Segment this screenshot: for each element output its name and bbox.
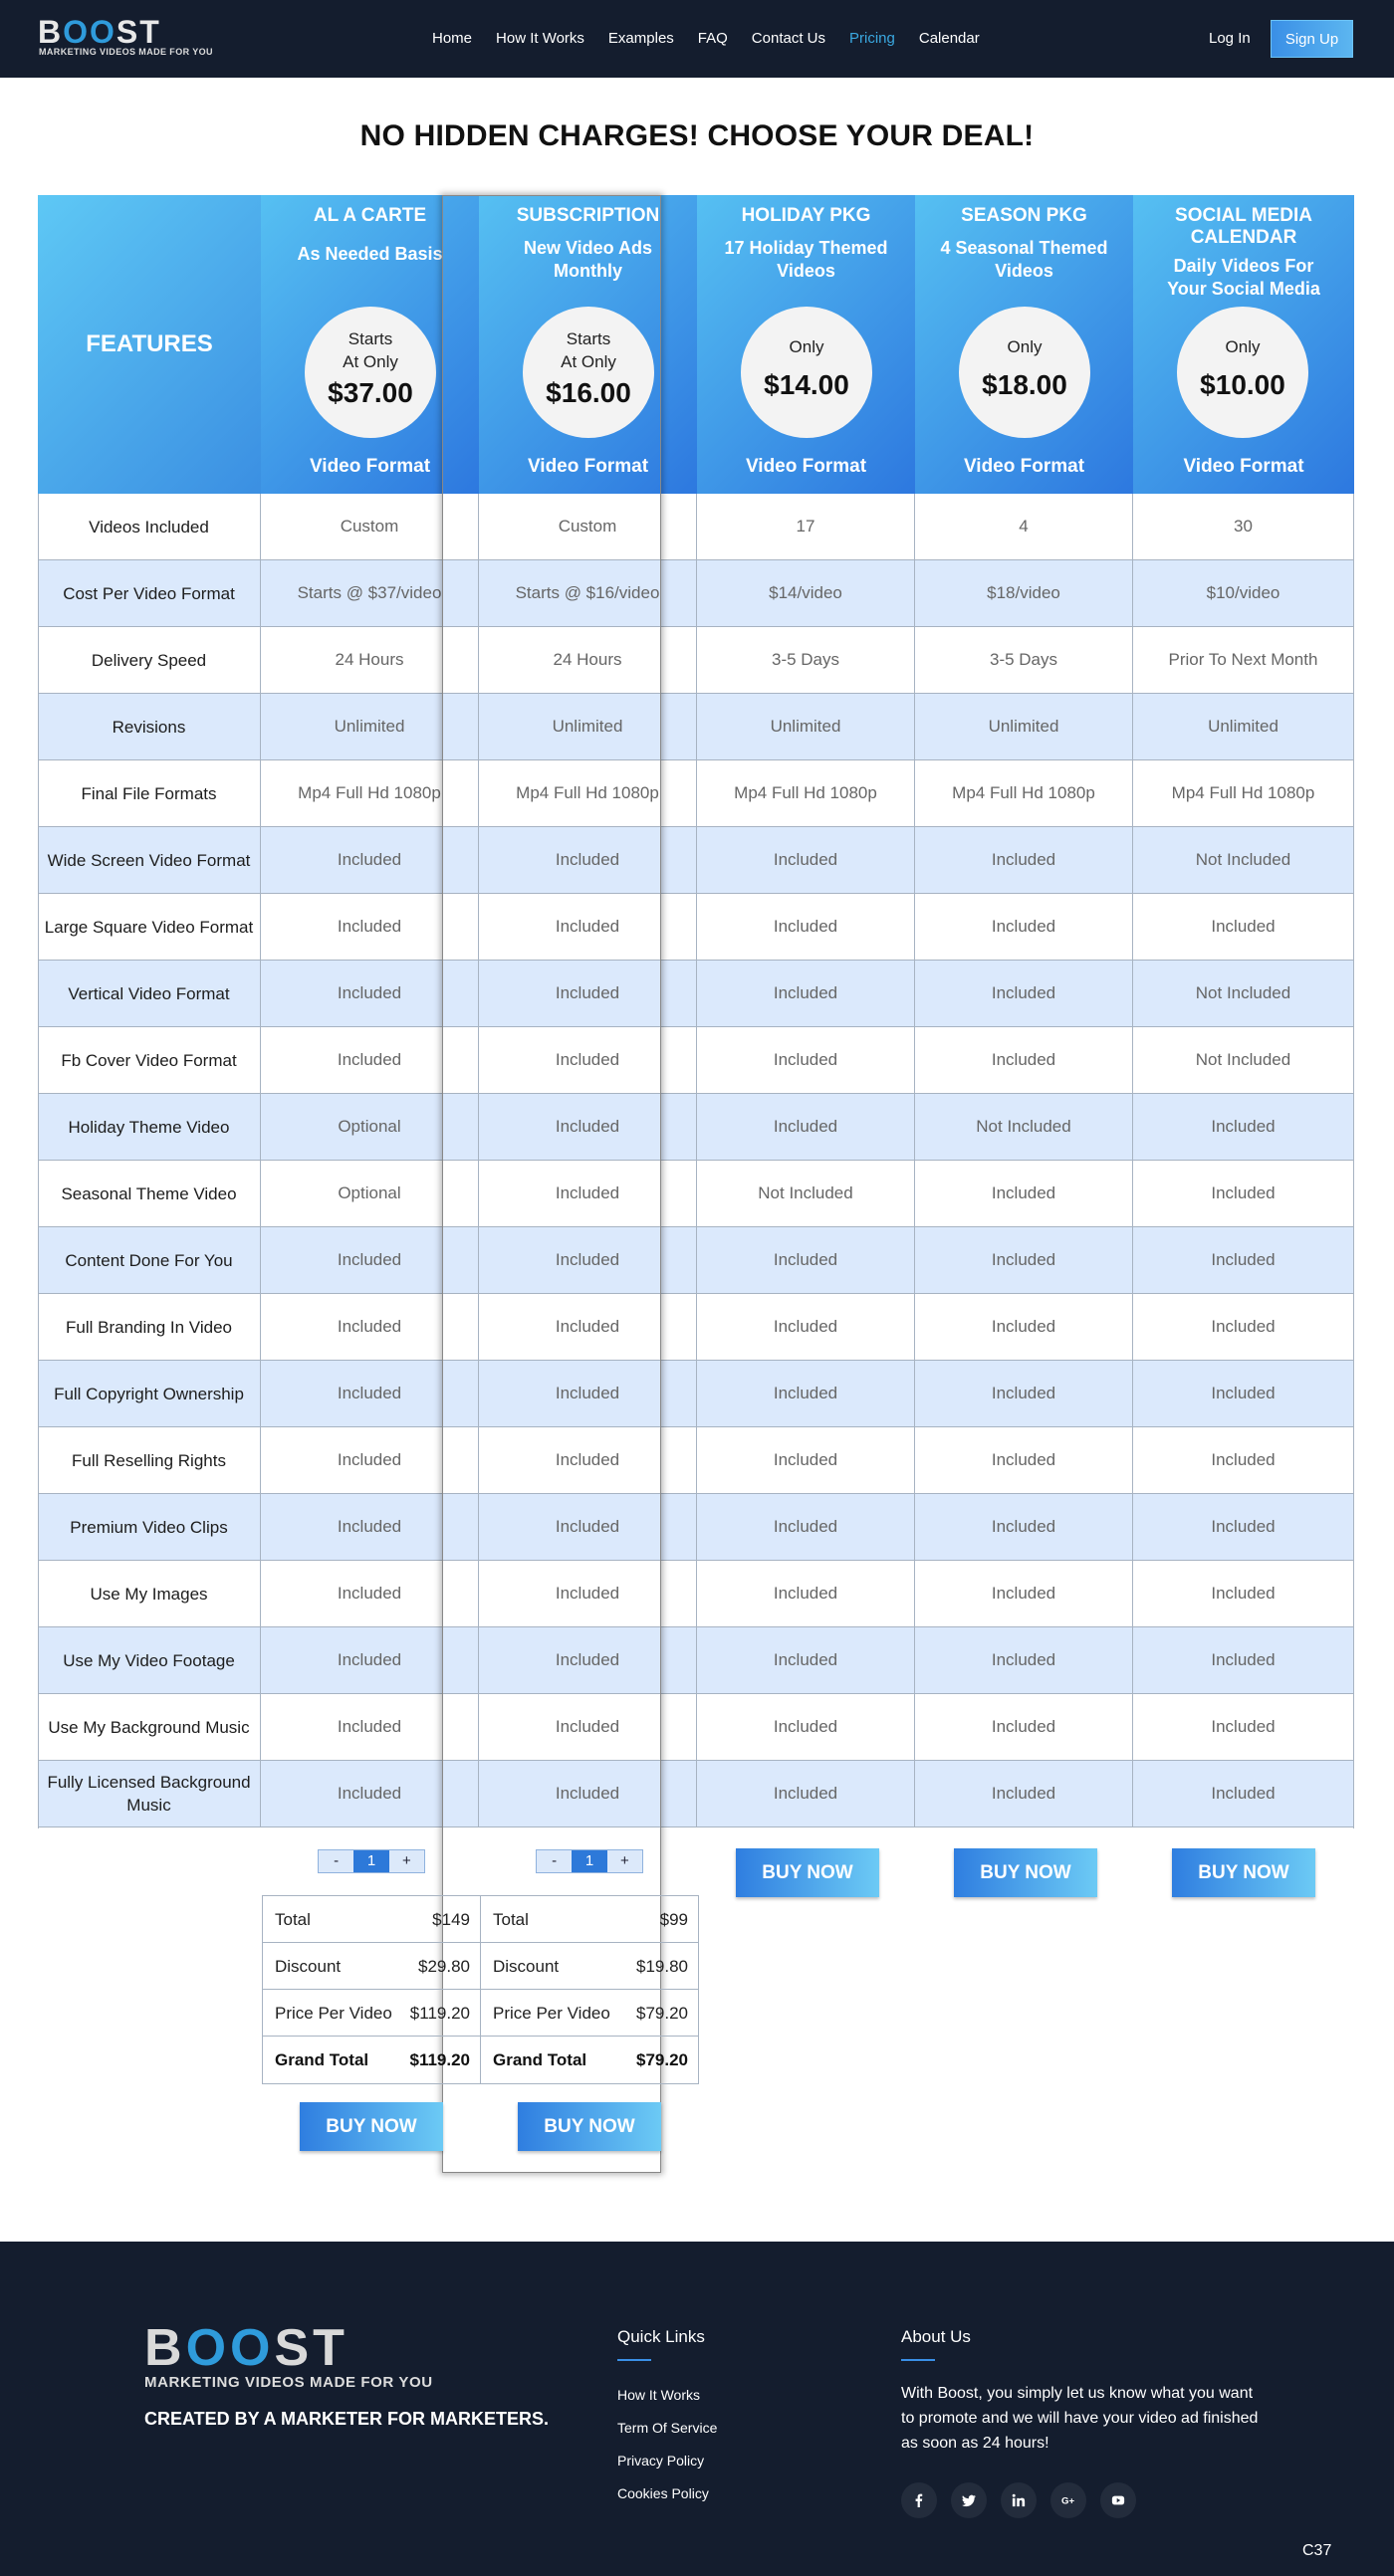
feature-value: Included	[915, 1627, 1133, 1694]
price-prefix: Only	[1007, 337, 1043, 356]
plan-subtitle: Your Social Media	[1167, 279, 1320, 299]
price-per-video-row: Price Per Video $119.20	[263, 1990, 480, 2037]
feature-value: Unlimited	[915, 694, 1133, 760]
feature-value: Included	[1133, 894, 1354, 961]
feature-value: Mp4 Full Hd 1080p	[915, 760, 1133, 827]
plan-price: $16.00	[546, 377, 631, 408]
plan-header-social-media-calendar	[1133, 195, 1354, 494]
table-row	[38, 760, 1354, 827]
feature-value: Included	[261, 1427, 479, 1494]
decrement-button[interactable]: -	[552, 1852, 558, 1869]
feature-value: Included	[261, 1227, 479, 1294]
feature-value: Starts @ $16/video	[479, 560, 697, 627]
feature-value: Included	[697, 1294, 915, 1361]
feature-value: 3-5 Days	[915, 627, 1133, 694]
feature-value: Optional	[261, 1094, 479, 1161]
nav-link-how-it-works[interactable]: How It Works	[496, 30, 584, 47]
feature-value: Mp4 Full Hd 1080p	[479, 760, 697, 827]
plan-format-label: Video Format	[309, 456, 431, 477]
feature-value: Included	[479, 1227, 697, 1294]
feature-value: Included	[479, 1294, 697, 1361]
footer-link-terms[interactable]: Term Of Service	[617, 2420, 718, 2436]
feature-value: Included	[261, 961, 479, 1027]
feature-value: Included	[261, 1761, 479, 1827]
table-row	[38, 827, 1354, 894]
feature-value: Included	[915, 1694, 1133, 1761]
feature-value: Included	[261, 1027, 479, 1094]
about-us-text: With Boost, you simply let us know what you want to promote and we will have your video ad finished as soon as 24 hours!	[901, 2385, 1259, 2452]
feature-value: Included	[261, 1627, 479, 1694]
feature-value: Included	[697, 1694, 915, 1761]
feature-label: Use My Images	[38, 1561, 261, 1627]
feature-label: Wide Screen Video Format	[38, 827, 261, 894]
quick-links-title: Quick Links	[617, 2327, 705, 2346]
feature-value: Included	[1133, 1294, 1354, 1361]
feature-value: Not Included	[1133, 1027, 1354, 1094]
feature-value: Included	[697, 1427, 915, 1494]
feature-value: Included	[479, 1627, 697, 1694]
price-prefix: Starts	[348, 329, 393, 348]
plan-price: $18.00	[982, 369, 1067, 400]
plan-header-season-pkg	[915, 195, 1133, 494]
buy-now-button-al-a-carte[interactable]: BUY NOW	[300, 2102, 443, 2151]
feature-value: 30	[1133, 494, 1354, 560]
nav-link-home[interactable]: Home	[432, 30, 473, 47]
quantity-stepper-subscription[interactable]	[536, 1849, 643, 1873]
quantity-value[interactable]: 1	[353, 1850, 388, 1872]
feature-value: Included	[261, 1561, 479, 1627]
feature-value: 4	[915, 494, 1133, 560]
table-row	[38, 1161, 1354, 1227]
feature-value: Included	[697, 1494, 915, 1561]
feature-label: Seasonal Theme Video	[38, 1161, 261, 1227]
feature-value: Included	[479, 1361, 697, 1427]
nav-link-faq[interactable]: FAQ	[697, 30, 728, 47]
price-circle	[523, 307, 654, 438]
feature-value: $18/video	[915, 560, 1133, 627]
table-row	[38, 627, 1354, 694]
feature-value: Included	[1133, 1694, 1354, 1761]
feature-value: Included	[697, 1361, 915, 1427]
logo-tagline: MARKETING VIDEOS MADE FOR YOU	[39, 47, 213, 57]
table-row	[38, 1294, 1354, 1361]
feature-value: $14/video	[697, 560, 915, 627]
login-link[interactable]: Log In	[1209, 30, 1251, 47]
increment-button[interactable]: +	[401, 1852, 411, 1869]
feature-value: Included	[261, 827, 479, 894]
feature-value: Starts @ $37/video	[261, 560, 479, 627]
feature-value: Mp4 Full Hd 1080p	[261, 760, 479, 827]
plan-subtitle: Daily Videos For	[1173, 256, 1314, 276]
feature-value: Included	[1133, 1427, 1354, 1494]
feature-label: Full Reselling Rights	[38, 1427, 261, 1494]
feature-value: Mp4 Full Hd 1080p	[1133, 760, 1354, 827]
facebook-icon[interactable]	[901, 2482, 937, 2518]
feature-value: Included	[479, 1694, 697, 1761]
feature-value: Included	[479, 827, 697, 894]
feature-value: Included	[261, 894, 479, 961]
feature-value: Included	[915, 1561, 1133, 1627]
corner-label: C37	[1302, 2542, 1332, 2559]
total-row: Total $99	[481, 1896, 698, 1943]
feature-label: Content Done For You	[38, 1227, 261, 1294]
quantity-value[interactable]: 1	[572, 1850, 606, 1872]
nav-link-calendar[interactable]: Calendar	[918, 30, 980, 47]
table-row	[38, 694, 1354, 760]
price-prefix: At Only	[561, 352, 616, 371]
feature-label: Full Copyright Ownership	[38, 1361, 261, 1427]
feature-value: Included	[1133, 1627, 1354, 1694]
logo-tagline: MARKETING VIDEOS MADE FOR YOU	[144, 2374, 433, 2391]
table-row	[38, 1094, 1354, 1161]
feature-value: Included	[261, 1361, 479, 1427]
feature-value: Included	[479, 1494, 697, 1561]
feature-value: Included	[1133, 1161, 1354, 1227]
plan-subtitle: New Video Ads	[523, 238, 653, 258]
plan-name: HOLIDAY PKG	[741, 205, 871, 226]
feature-value: Custom	[479, 494, 697, 560]
feature-value: Mp4 Full Hd 1080p	[697, 760, 915, 827]
linkedin-icon[interactable]	[1001, 2482, 1037, 2518]
plan-name: SEASON PKG	[961, 205, 1087, 226]
footer-tagline: CREATED BY A MARKETER FOR MARKETERS.	[144, 2409, 550, 2429]
feature-value: Included	[915, 1027, 1133, 1094]
plan-price: $14.00	[764, 369, 849, 400]
plan-subtitle: Videos	[995, 261, 1053, 281]
price-circle	[959, 307, 1090, 438]
logo-wordmark: BOOST	[144, 2319, 348, 2377]
footer-link-privacy[interactable]: Privacy Policy	[617, 2453, 705, 2469]
feature-value: Included	[1133, 1094, 1354, 1161]
table-row	[38, 1494, 1354, 1561]
feature-value: Included	[479, 1161, 697, 1227]
feature-value: Included	[479, 1761, 697, 1827]
feature-value: Included	[915, 961, 1133, 1027]
feature-value: Custom	[261, 494, 479, 560]
nav-link-pricing[interactable]: Pricing	[849, 30, 895, 47]
discount-row: Discount $29.80	[263, 1943, 480, 1990]
feature-value: Included	[915, 827, 1133, 894]
plan-price: $37.00	[328, 377, 413, 408]
nav-link-contact-us[interactable]: Contact Us	[751, 30, 825, 47]
table-row	[38, 1627, 1354, 1694]
feature-label: Full Branding In Video	[38, 1294, 261, 1361]
svg-text:G+: G+	[1061, 2495, 1075, 2507]
plan-name: AL A CARTE	[313, 205, 427, 226]
feature-value: Not Included	[697, 1161, 915, 1227]
order-summary-al-a-carte	[262, 1895, 481, 2084]
feature-label: Vertical Video Format	[38, 961, 261, 1027]
feature-label: Large Square Video Format	[38, 894, 261, 961]
feature-value: Included	[479, 961, 697, 1027]
plan-subtitle: Monthly	[554, 261, 622, 281]
quantity-stepper-al-a-carte[interactable]	[318, 1849, 425, 1873]
site-footer	[0, 2242, 1394, 2576]
feature-value: Included	[1133, 1761, 1354, 1827]
youtube-icon[interactable]	[1100, 2482, 1136, 2518]
feature-value: Included	[697, 1227, 915, 1294]
feature-value: Included	[915, 1161, 1133, 1227]
feature-value: Included	[697, 827, 915, 894]
about-us-title: About Us	[901, 2327, 971, 2346]
plan-format-label: Video Format	[527, 456, 649, 477]
footer-link-how-it-works[interactable]: How It Works	[617, 2387, 700, 2403]
plan-subtitle: Videos	[777, 261, 835, 281]
feature-value: Included	[479, 1094, 697, 1161]
feature-label: Videos Included	[38, 494, 261, 560]
feature-value: Unlimited	[261, 694, 479, 760]
feature-value: Included	[261, 1694, 479, 1761]
price-prefix: Only	[1225, 337, 1261, 356]
feature-value: Included	[915, 894, 1133, 961]
feature-value: Included	[479, 1561, 697, 1627]
twitter-icon[interactable]	[951, 2482, 987, 2518]
nav-links	[432, 28, 1004, 50]
feature-value: Not Included	[1133, 961, 1354, 1027]
table-row	[38, 894, 1354, 961]
feature-value: Included	[915, 1427, 1133, 1494]
plan-header-holiday-pkg	[697, 195, 915, 494]
buy-now-button-social-media-calendar[interactable]: BUY NOW	[1172, 1848, 1315, 1897]
price-prefix: At Only	[343, 352, 398, 371]
grand-total-row: Grand Total $119.20	[275, 2050, 470, 2069]
feature-value: Prior To Next Month	[1133, 627, 1354, 694]
feature-label: Use My Background Music	[38, 1694, 261, 1761]
table-row	[38, 1361, 1354, 1427]
price-circle	[305, 307, 436, 438]
plan-format-label: Video Format	[745, 456, 867, 477]
feature-label: Holiday Theme Video	[38, 1094, 261, 1161]
feature-value: Included	[261, 1494, 479, 1561]
feature-value: Included	[915, 1294, 1133, 1361]
price-prefix: Only	[789, 337, 824, 356]
table-row	[38, 1227, 1354, 1294]
feature-value: Included	[697, 894, 915, 961]
feature-value: Included	[915, 1761, 1133, 1827]
feature-value: Unlimited	[697, 694, 915, 760]
feature-value: Optional	[261, 1161, 479, 1227]
table-row	[38, 1427, 1354, 1494]
table-row	[38, 1027, 1354, 1094]
feature-label: Use My Video Footage	[38, 1627, 261, 1694]
order-summary-subscription	[480, 1895, 699, 2084]
plan-name: SOCIAL MEDIA CALENDAR	[1175, 205, 1312, 248]
feature-value: Included	[915, 1361, 1133, 1427]
price-circle	[741, 307, 872, 438]
plan-subtitle: 4 Seasonal Themed	[940, 238, 1108, 258]
features-header: FEATURES	[38, 195, 261, 494]
feature-value: Included	[697, 961, 915, 1027]
grand-total-row: Grand Total $79.20	[493, 2050, 688, 2069]
table-row	[38, 494, 1354, 560]
table-row	[38, 1761, 1354, 1827]
feature-value: 17	[697, 494, 915, 560]
signup-button[interactable]: Sign Up	[1271, 20, 1353, 58]
feature-label: Delivery Speed	[38, 627, 261, 694]
feature-value: Included	[697, 1761, 915, 1827]
table-row	[38, 1561, 1354, 1627]
table-row	[38, 1694, 1354, 1761]
feature-label: Premium Video Clips	[38, 1494, 261, 1561]
footer-link-cookies[interactable]: Cookies Policy	[617, 2485, 709, 2501]
plan-price: $10.00	[1200, 369, 1285, 400]
price-per-video-row: Price Per Video $79.20	[481, 1990, 698, 2037]
buy-now-button-holiday-pkg[interactable]: BUY NOW	[736, 1848, 879, 1897]
feature-value: Included	[697, 1627, 915, 1694]
plan-subtitle: 17 Holiday Themed	[724, 238, 888, 258]
feature-label: Cost Per Video Format	[38, 560, 261, 627]
feature-value: Included	[915, 1227, 1133, 1294]
table-row	[38, 961, 1354, 1027]
buy-now-button-season-pkg[interactable]: BUY NOW	[954, 1848, 1097, 1897]
plan-subtitle: As Needed Basis	[297, 244, 443, 264]
top-navbar	[0, 0, 1394, 78]
feature-value: 24 Hours	[479, 627, 697, 694]
feature-value: Unlimited	[1133, 694, 1354, 760]
feature-value: Included	[1133, 1227, 1354, 1294]
feature-label: Revisions	[38, 694, 261, 760]
plan-header-subscription	[479, 195, 697, 494]
discount-row: Discount $19.80	[481, 1943, 698, 1990]
increment-button[interactable]: +	[619, 1852, 629, 1869]
feature-value: Included	[479, 1027, 697, 1094]
feature-value: Included	[261, 1294, 479, 1361]
feature-value: Not Included	[915, 1094, 1133, 1161]
feature-label: Fb Cover Video Format	[38, 1027, 261, 1094]
feature-value: Included	[697, 1027, 915, 1094]
feature-value: Included	[479, 1427, 697, 1494]
buy-now-button-subscription[interactable]: BUY NOW	[518, 2102, 661, 2151]
feature-value: Unlimited	[479, 694, 697, 760]
brand-logo[interactable]	[38, 14, 222, 60]
plan-format-label: Video Format	[1183, 456, 1304, 477]
plan-format-label: Video Format	[963, 456, 1085, 477]
logo-wordmark: BOOST	[38, 14, 161, 50]
feature-value: Included	[915, 1494, 1133, 1561]
feature-value: Included	[479, 894, 697, 961]
price-prefix: Starts	[566, 329, 611, 348]
decrement-button[interactable]: -	[334, 1852, 340, 1869]
feature-value: 3-5 Days	[697, 627, 915, 694]
feature-value: Included	[1133, 1494, 1354, 1561]
feature-label: Fully Licensed Background Music	[38, 1761, 261, 1827]
feature-value: 24 Hours	[261, 627, 479, 694]
google-plus-icon[interactable]	[1050, 2482, 1086, 2518]
plan-name: SUBSCRIPTION	[516, 205, 660, 226]
nav-link-examples[interactable]: Examples	[607, 30, 674, 47]
feature-value: Included	[697, 1561, 915, 1627]
feature-value: Included	[1133, 1561, 1354, 1627]
total-row: Total $149	[263, 1896, 480, 1943]
page-title: NO HIDDEN CHARGES! CHOOSE YOUR DEAL!	[359, 119, 1035, 152]
footer-logo[interactable]	[144, 2319, 453, 2394]
price-circle	[1177, 307, 1308, 438]
feature-label: Final File Formats	[38, 760, 261, 827]
table-row	[38, 560, 1354, 627]
feature-value: Included	[1133, 1361, 1354, 1427]
feature-value: Included	[697, 1094, 915, 1161]
feature-value: Not Included	[1133, 827, 1354, 894]
plan-header-al-a-carte	[261, 195, 479, 494]
feature-value: $10/video	[1133, 560, 1354, 627]
